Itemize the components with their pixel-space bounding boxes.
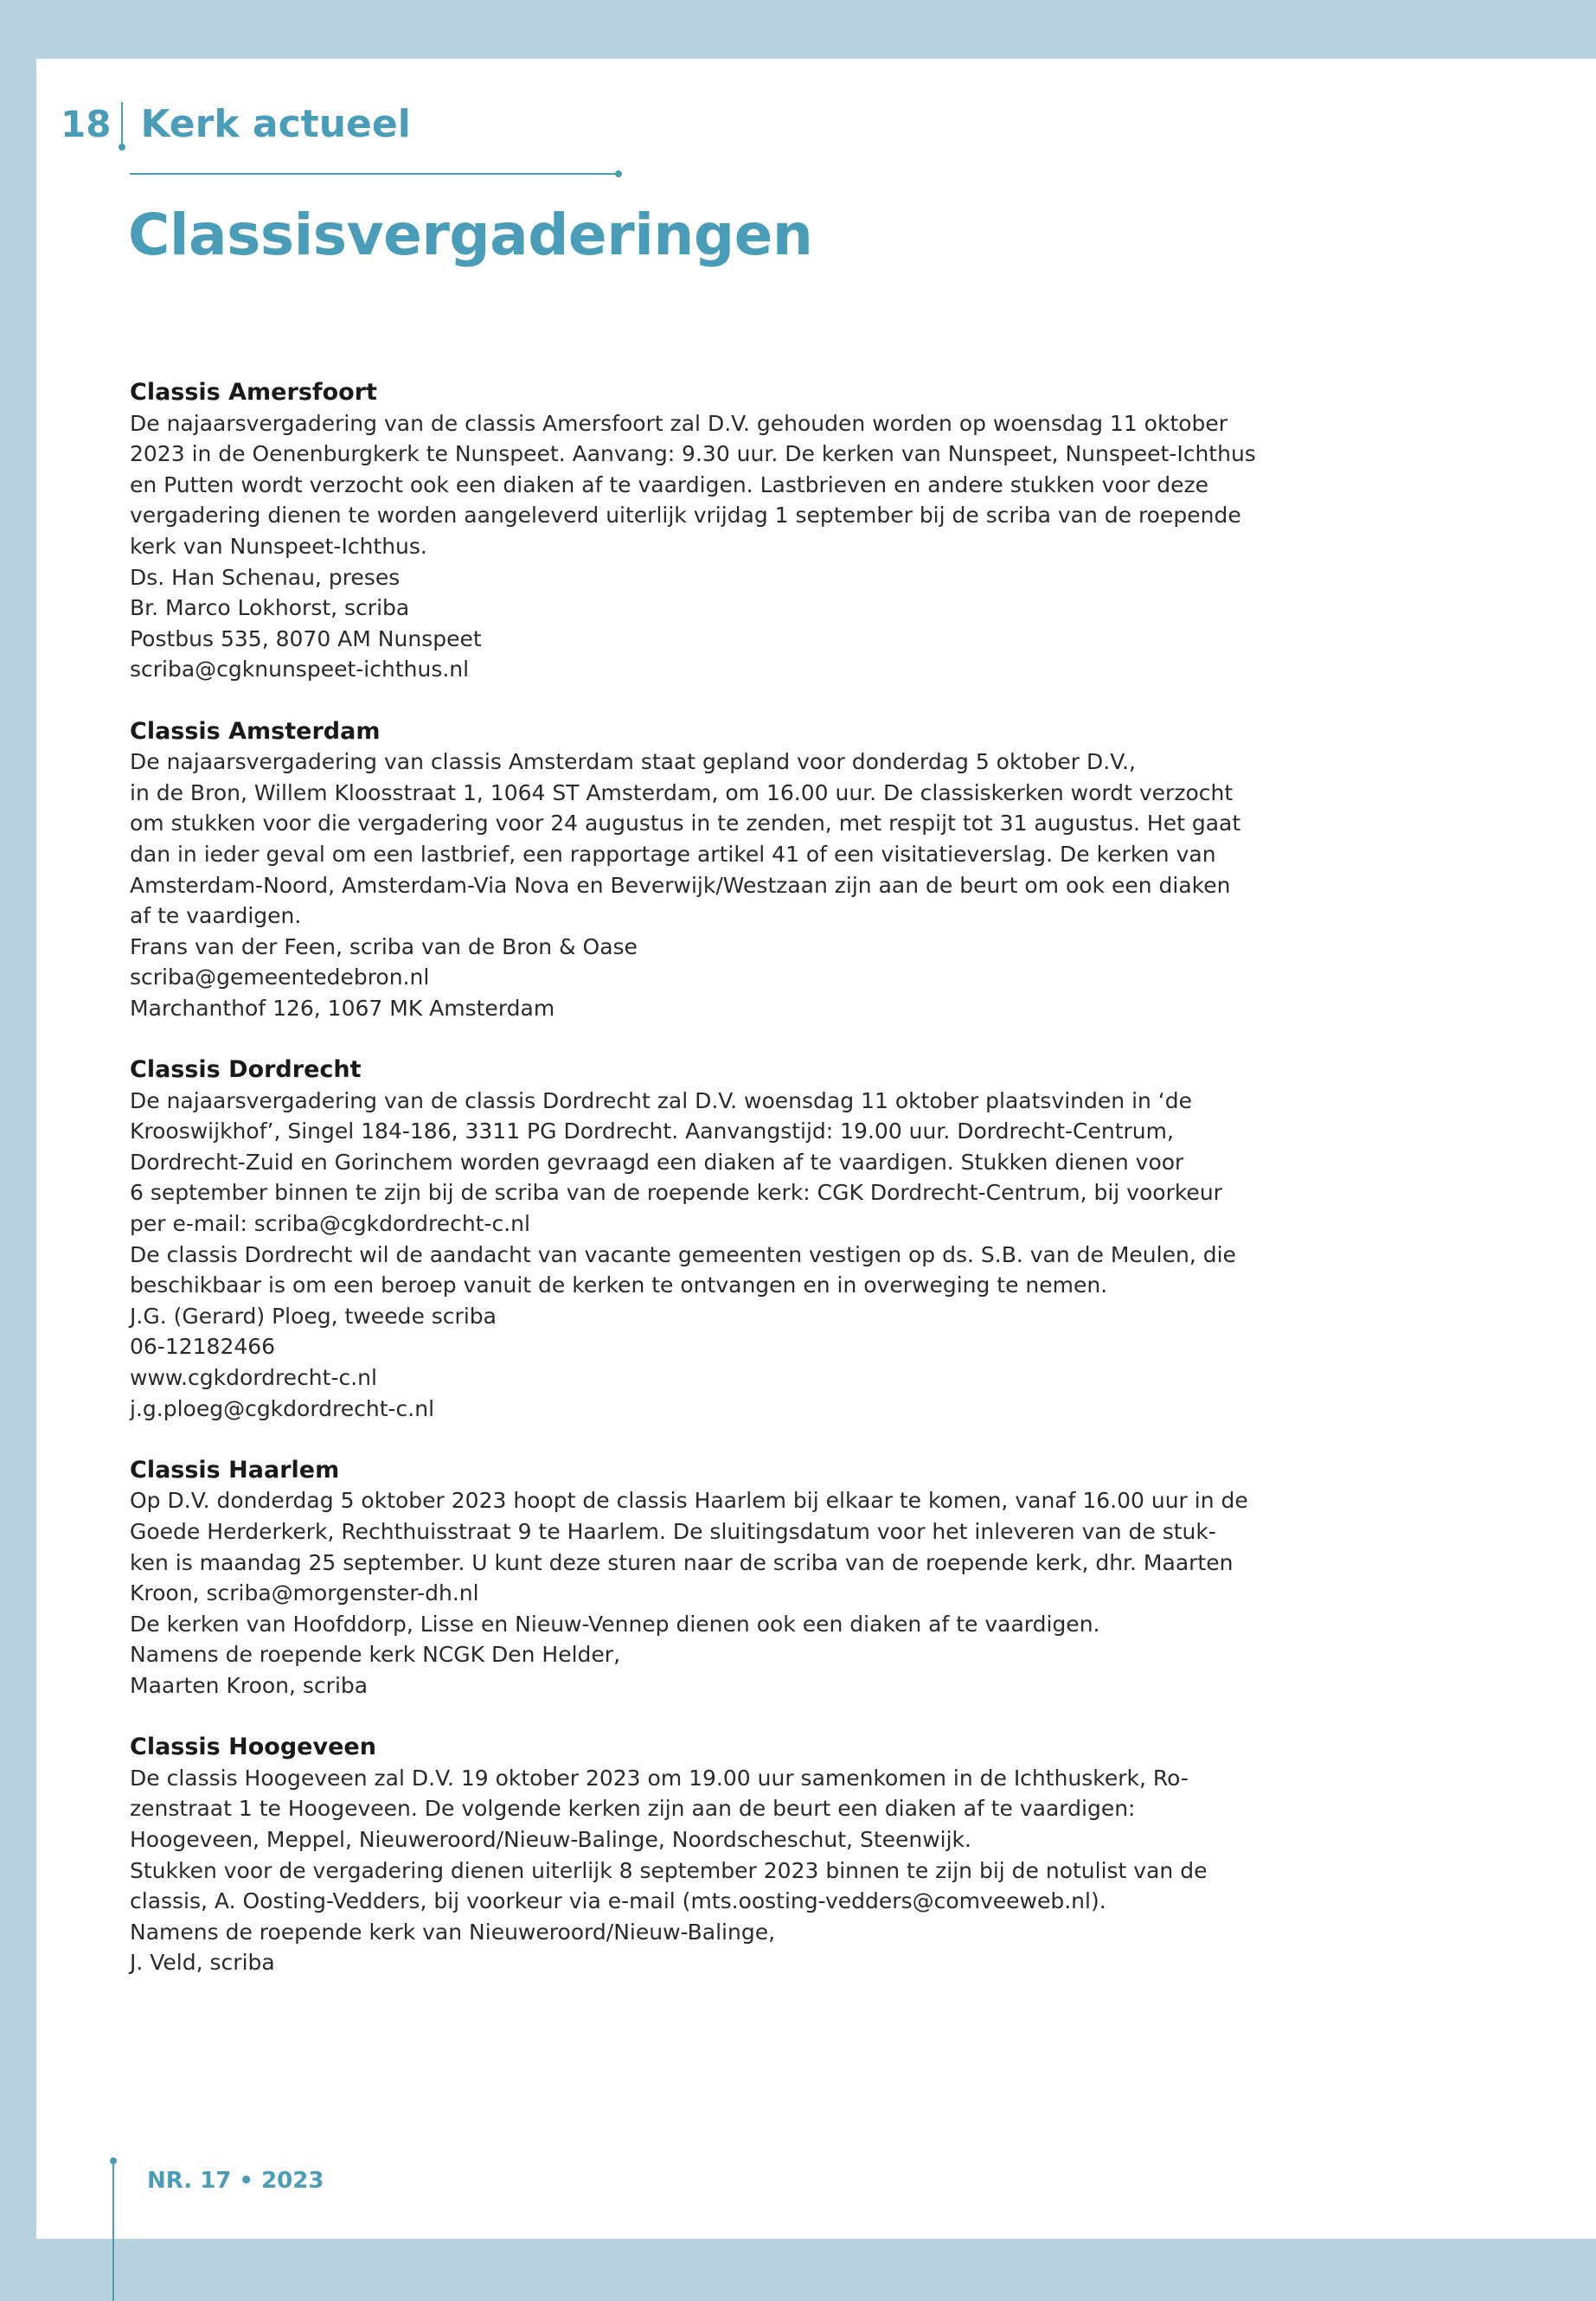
signature-line: 06-12182466: [130, 1334, 276, 1360]
body-line: classis, A. Oosting-Vedders, bij voorkeur via e-mail (mts.oosting-vedders@comveeweb.nl).: [130, 1888, 1106, 1914]
signature-line: Marchanthof 126, 1067 MK Amsterdam: [130, 995, 555, 1021]
page-title: Classisvergaderingen: [128, 202, 813, 268]
section-name: Kerk actueel: [140, 101, 411, 146]
body-line: beschikbaar is om een beroep vanuit de kerken te ontvangen en in overweging te nemen.: [130, 1272, 1108, 1298]
body-line: kerk van Nunspeet-Ichthus.: [130, 533, 427, 559]
body-line: De najaarsvergadering van de classis Dordrecht zal D.V. woensdag 11 oktober plaatsvinden in ‘de: [130, 1087, 1193, 1113]
article-body: [130, 377, 1272, 2009]
classis-signature: [130, 562, 1272, 685]
body-line: en Putten wordt verzocht ook een diaken af te vaardigen. Lastbrieven en andere stukken voor deze: [130, 471, 1209, 497]
page-number: 18: [61, 102, 112, 145]
classis-section: [130, 377, 1272, 685]
classis-section: [130, 1054, 1272, 1424]
body-line: om stukken voor die vergadering voor 24 augustus in te zenden, met respijt tot 31 augustus. Het gaat: [130, 811, 1241, 836]
classis-body: [130, 747, 1272, 932]
classis-heading: Classis Amsterdam: [130, 717, 381, 745]
classis-section: [130, 1732, 1272, 1978]
signature-line: Postbus 535, 8070 AM Nunspeet: [130, 625, 482, 651]
body-line: Stukken voor de vergadering dienen uiterlijk 8 september 2023 binnen te zijn bij de notulist van de: [130, 1857, 1208, 1883]
classis-heading: Classis Dordrecht: [130, 1056, 362, 1084]
signature-line: J.G. (Gerard) Ploeg, tweede scriba: [130, 1303, 497, 1329]
signature-line: Maarten Kroon, scriba: [130, 1672, 369, 1698]
title-rule: [130, 173, 619, 175]
body-line: De classis Hoogeveen zal D.V. 19 oktober 2023 om 19.00 uur samenkomen in de Ichthuskerk, Ro-: [130, 1765, 1189, 1791]
signature-line: Namens de roepende kerk NCGK Den Helder,: [130, 1642, 621, 1668]
signature-line: Br. Marco Lokhorst, scriba: [130, 595, 410, 621]
classis-signature: [130, 932, 1272, 1024]
signature-line: Ds. Han Schenau, preses: [130, 564, 401, 590]
body-line: De najaarsvergadering van classis Amsterdam staat gepland voor donderdag 5 oktober D.V.,: [130, 749, 1136, 775]
body-line: in de Bron, Willem Kloosstraat 1, 1064 ST Amsterdam, om 16.00 uur. De classiskerken wordt verzocht: [130, 779, 1234, 805]
body-line: dan in ieder geval om een lastbrief, een rapportage artikel 41 of een visitatieverslag. De kerken van: [130, 841, 1216, 867]
body-line: De najaarsvergadering van de classis Amersfoort zal D.V. gehouden worden op woensdag 11 oktober: [130, 410, 1228, 436]
body-line: Hoogeveen, Meppel, Nieuweroord/Nieuw-Balinge, Noordscheschut, Steenwijk.: [130, 1826, 971, 1852]
classis-body: [130, 408, 1272, 562]
page-header: [61, 93, 411, 154]
classis-signature: [130, 1639, 1272, 1701]
footer-rule: [112, 2161, 114, 2301]
classis-heading: Classis Amersfoort: [130, 379, 377, 406]
body-line: af te vaardigen.: [130, 903, 302, 929]
signature-line: Namens de roepende kerk van Nieuweroord/Nieuw-Balinge,: [130, 1919, 776, 1945]
classis-body: [130, 1086, 1272, 1301]
body-line: De classis Dordrecht wil de aandacht van vacante gemeenten vestigen op ds. S.B. van de Meulen, die: [130, 1241, 1236, 1267]
body-line: ken is maandag 25 september. U kunt deze sturen naar de scriba van de roepende kerk, dhr. Maarten: [130, 1549, 1234, 1575]
body-line: zenstraat 1 te Hoogeveen. De volgende kerken zijn aan de beurt een diaken af te vaardigen:: [130, 1796, 1136, 1822]
signature-line: www.cgkdordrecht-c.nl: [130, 1365, 377, 1390]
classis-heading: Classis Haarlem: [130, 1456, 340, 1484]
signature-line: Frans van der Feen, scriba van de Bron & Oase: [130, 933, 638, 959]
body-line: Amsterdam-Noord, Amsterdam-Via Nova en Beverwijk/Westzaan zijn aan de beurt om ook een diaken: [130, 872, 1231, 898]
classis-heading: Classis Hoogeveen: [130, 1734, 376, 1761]
body-line: vergadering dienen te worden aangeleverd uiterlijk vrijdag 1 september bij de scriba van de roepende: [130, 503, 1241, 529]
body-line: per e-mail: scriba@cgkdordrecht-c.nl: [130, 1211, 530, 1237]
body-line: Kroon, scriba@morgenster-dh.nl: [130, 1580, 479, 1606]
classis-section: [130, 716, 1272, 1024]
body-line: 6 september binnen te zijn bij de scriba van de roepende kerk: CGK Dordrecht-Centrum, bij voorkeur: [130, 1180, 1222, 1206]
classis-section: [130, 1455, 1272, 1702]
classis-body: [130, 1763, 1272, 1917]
signature-line: scriba@gemeentedebron.nl: [130, 965, 430, 990]
body-line: Goede Herderkerk, Rechthuisstraat 9 te Haarlem. De sluitingsdatum voor het inleveren van de stuk-: [130, 1518, 1216, 1544]
signature-line: scriba@cgknunspeet-ichthus.nl: [130, 657, 470, 683]
body-line: Op D.V. donderdag 5 oktober 2023 hoopt de classis Haarlem bij elkaar te komen, vanaf 16.00 uur in de: [130, 1488, 1248, 1514]
body-line: De kerken van Hoofddorp, Lisse en Nieuw-Vennep dienen ook een diaken af te vaardigen.: [130, 1611, 1100, 1637]
body-line: 2023 in de Oenenburgkerk te Nunspeet. Aanvang: 9.30 uur. De kerken van Nunspeet, Nunspeet-Ichthus: [130, 441, 1256, 467]
body-line: Krooswijkhof’, Singel 184-186, 3311 PG Dordrecht. Aanvangstijd: 19.00 uur. Dordrecht-Centrum,: [130, 1118, 1174, 1144]
classis-body: [130, 1485, 1272, 1639]
issue-number: NR. 17 • 2023: [147, 2168, 324, 2194]
classis-signature: [130, 1917, 1272, 1978]
signature-line: J. Veld, scriba: [130, 1950, 275, 1976]
signature-line: j.g.ploeg@cgkdordrecht-c.nl: [130, 1395, 435, 1421]
body-line: Dordrecht-Zuid en Gorinchem worden gevraagd een diaken af te vaardigen. Stukken dienen voor: [130, 1149, 1184, 1175]
magazine-page: [36, 59, 1596, 2239]
classis-signature: [130, 1301, 1272, 1424]
header-divider: [121, 102, 123, 145]
